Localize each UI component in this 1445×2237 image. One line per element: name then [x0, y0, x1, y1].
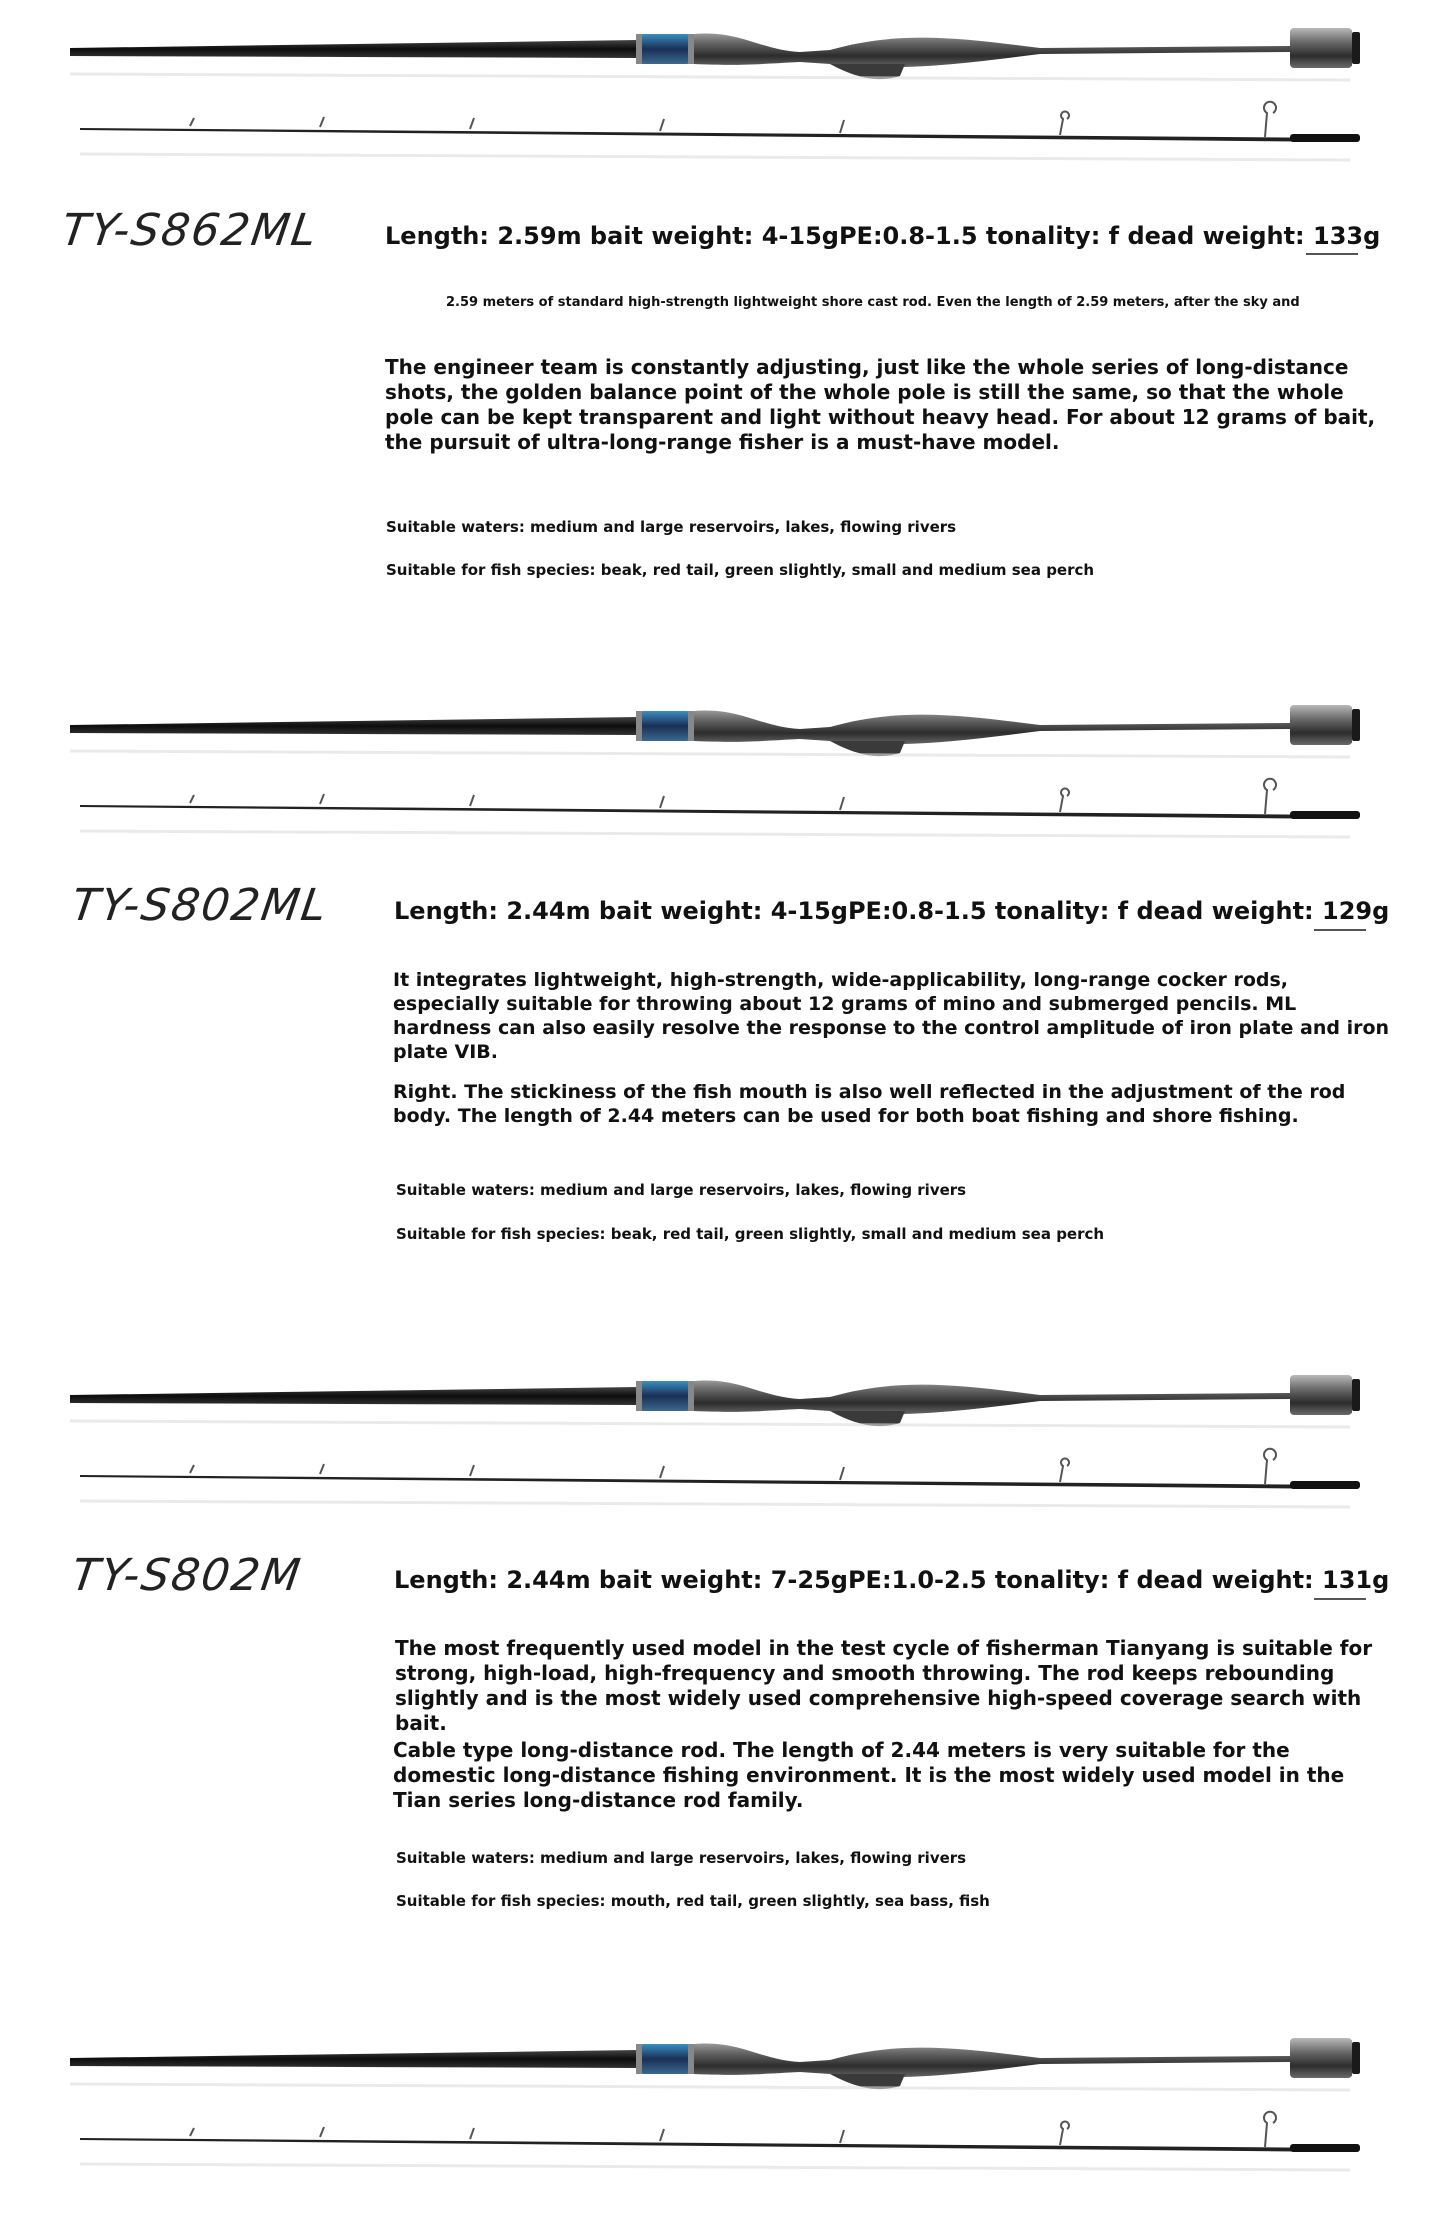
description-paragraph: Right. The stickiness of the fish mouth is also well reflected in the adjustment of the rod body. The length of 2.44 meters can be used for both boat fishing and shore fishing. [393, 1081, 1346, 1127]
fishing-rod-graphic [0, 2030, 1445, 2180]
model-name: TY-S862ML [58, 205, 322, 256]
rod-image-1 [0, 20, 1445, 170]
fishing-rod-graphic [0, 20, 1445, 170]
rod-image-4 [0, 2030, 1445, 2180]
divider [1306, 253, 1358, 255]
suitable-waters: Suitable waters: medium and large reservoirs, lakes, flowing rivers [396, 1849, 967, 1867]
divider [1314, 929, 1366, 931]
spec-line: Length: 2.59m bait weight: 4-15gPE:0.8-1.5 tonality: f dead weight: 133g [385, 222, 1381, 250]
description-paragraph: The engineer team is constantly adjusting, just like the whole series of long-distance shots, the golden balance point of the whole pole is still the same, so that the whole pole can be kept transparent and light without heavy head. For about 12 grams of bait, the pursuit of ultra-long-range fisher is a must-have model. [385, 355, 1376, 454]
description-paragraph: Cable type long-distance rod. The length of 2.44 meters is very suitable for the domestic long-distance fishing environment. It is the most widely used model in the Tian series long-distance rod family. [393, 1738, 1345, 1812]
suitable-waters: Suitable waters: medium and large reservoirs, lakes, flowing rivers [386, 518, 957, 536]
model-name: TY-S802M [68, 1550, 306, 1601]
suitable-species: Suitable for fish species: mouth, red tail, green slightly, sea bass, fish [396, 1892, 990, 1910]
description-paragraph: The most frequently used model in the test cycle of fisherman Tianyang is suitable for strong, high-load, high-frequency and smooth throwing. The rod keeps rebounding slightly and is the most widely used comprehensive high-speed coverage search with bait. [395, 1636, 1373, 1735]
fishing-rod-graphic [0, 697, 1445, 847]
suitable-species: Suitable for fish species: beak, red tail, green slightly, small and medium sea perch [386, 561, 1095, 579]
model-name: TY-S802ML [68, 880, 332, 931]
divider [1314, 1598, 1366, 1600]
rod-image-2 [0, 697, 1445, 847]
suitable-species: Suitable for fish species: beak, red tail, green slightly, small and medium sea perch [396, 1225, 1105, 1243]
suitable-waters: Suitable waters: medium and large reservoirs, lakes, flowing rivers [396, 1181, 967, 1199]
intro-text: 2.59 meters of standard high-strength lightweight shore cast rod. Even the length of 2.59 meters, after the sky and [446, 295, 1300, 310]
fishing-rod-graphic [0, 1367, 1445, 1517]
spec-line: Length: 2.44m bait weight: 4-15gPE:0.8-1.5 tonality: f dead weight: 129g [394, 897, 1390, 925]
description-paragraph: It integrates lightweight, high-strength, wide-applicability, long-range cocker rods, especially suitable for throwing about 12 grams of mino and submerged pencils. ML hardness can also easily resolve the response to the control amplitude of iron plate and iron plate VIB. [393, 969, 1390, 1063]
spec-line: Length: 2.44m bait weight: 7-25gPE:1.0-2.5 tonality: f dead weight: 131g [394, 1566, 1390, 1594]
rod-image-3 [0, 1367, 1445, 1517]
